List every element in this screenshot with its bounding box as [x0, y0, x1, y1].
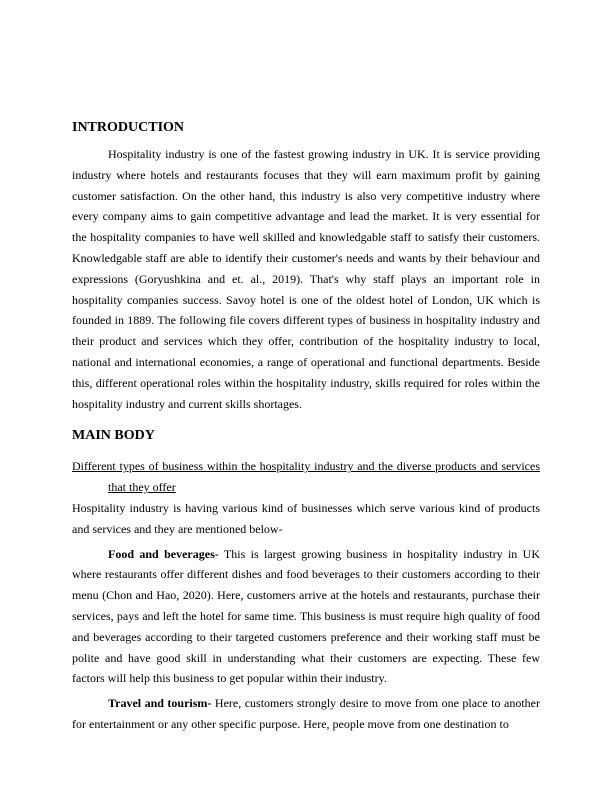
introduction-paragraph: Hospitality industry is one of the fastest growing industry in UK. It is service providing industry where hotels and restaurants focuses that they will earn maximum profit by gaining customer satisfaction. On the other hand, this industry is also very competitive industry where every company aims to gain competitive advantage and lead the market. It is very essential for the hospitality companies to have well skilled and knowledgable staff to satisfy their customers. Knowledgable staff are able to identify their customer's needs and wants by their behaviour and expressions (Goryushkina and et. al., 2019). That's why staff plays an important role in hospitality companies success. Savoy hotel is one of the oldest hotel of London, UK which is founded in 1889. The following file covers different types of business in hospitality industry and their product and services which they offer, contribution of the hospitality industry to local, national and international economies, a range of operational and functional departments. Beside this, different operational roles within the hospitality industry, skills required for roles within the hospitality industry and current skills shortages. — [72, 147, 540, 411]
food-beverages-text: This is largest growing business in hospitality industry in UK where restaurants offer different dishes and food beverages to their customers according to their menu (Chon and Hao, 2020). Here, customers arrive at the hotels and restaurants, purchase their services, pays and left the hotel for same time. This business is must require high quality of food and beverages according to their targeted customers preference and their working staff must be polite and have good skill in understanding what their customers are expecting. These few factors will help this business to get popular within their industry. — [72, 546, 541, 686]
travel-tourism-paragraph — [72, 693, 540, 735]
travel-tourism-text: Here, customers strongly desire to move from one place to another for entertainment or any other specific purpose. Here, people move from one destination to — [72, 696, 540, 731]
main-body-heading: MAIN BODY — [72, 428, 155, 444]
lead-paragraph: Hospitality industry is having various kind of businesses which serve various kind of products and services and they are mentioned below- — [72, 500, 540, 536]
food-beverages-label: Food and beverages- — [108, 546, 219, 561]
introduction-heading: INTRODUCTION — [72, 120, 185, 135]
section-subheading: Different types of business within the hospitality industry and the diverse products and services that they offer — [72, 459, 540, 495]
food-beverages-paragraph — [72, 544, 540, 690]
travel-tourism-label: Travel and tourism- — [108, 696, 212, 711]
page-content — [72, 118, 540, 735]
